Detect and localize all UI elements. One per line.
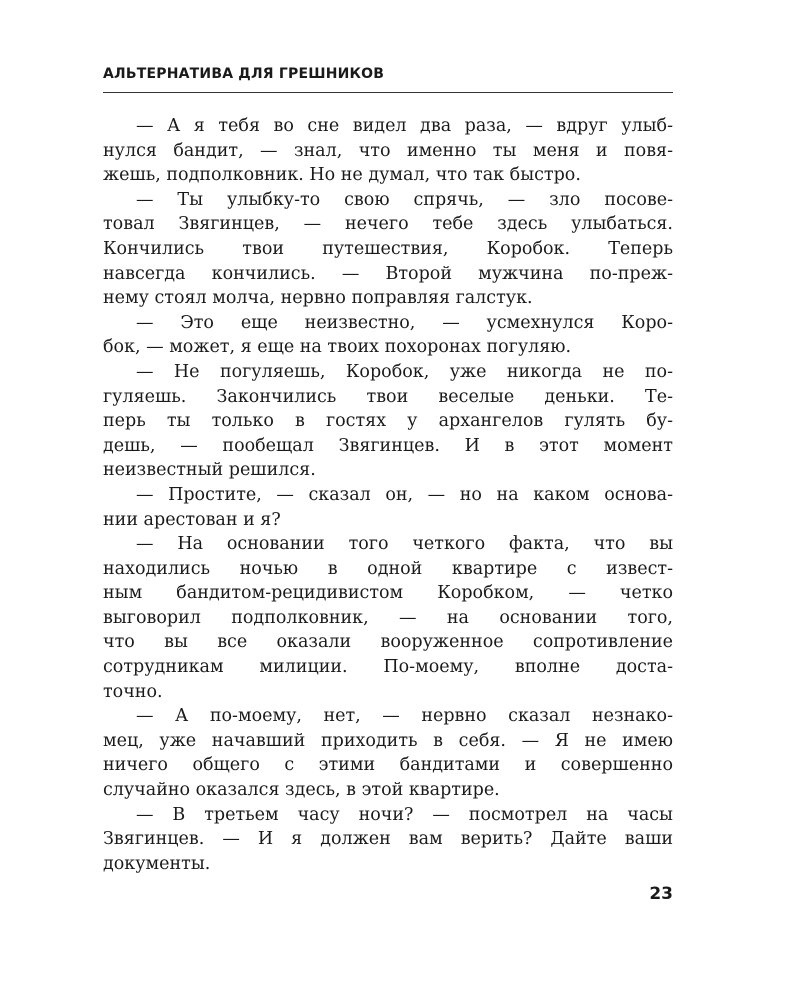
text-line: точно. — [103, 681, 163, 702]
text-line: — В третьем часу ночи? — посмотрел на часы — [136, 804, 673, 825]
text-line: Кончились твои путешествия, Коробок. Теперь — [103, 238, 673, 259]
text-line: нии арестован и я? — [103, 509, 281, 530]
text-line: — А по-моему, нет, — нервно сказал незнако- — [136, 706, 673, 727]
text-line: навсегда кончились. — Второй мужчина по-преж- — [103, 263, 673, 284]
text-line: неизвестный решился. — [103, 460, 316, 481]
text-line: жешь, подполковник. Но не думал, что так быстро. — [103, 165, 581, 186]
text-line: — На основании того четкого факта, что вы — [136, 534, 673, 555]
text-line: — Это еще неизвестно, — усмехнулся Коро- — [136, 312, 673, 333]
text-line: ным бандитом-рецидивистом Коробком, — четко — [103, 583, 673, 604]
text-line: случайно оказался здесь, в этой квартире. — [103, 780, 500, 801]
body-text — [103, 114, 673, 876]
text-line: — Ты улыбку-то свою спрячь, — зло посове- — [136, 189, 673, 210]
text-line: перь ты только в гостях у архангелов гулять бу- — [103, 411, 673, 432]
text-line: выговорил подполковник, — на основании того, — [103, 607, 673, 628]
text-line: — Простите, — сказал он, — но на каком основа- — [136, 484, 673, 505]
text-line: что вы все оказали вооруженное сопротивление — [103, 632, 673, 653]
text-line: — Не погуляешь, Коробок, уже никогда не по- — [136, 361, 673, 382]
text-line: дешь, — пообещал Звягинцев. И в этот момент — [103, 435, 673, 456]
text-line: гуляешь. Закончились твои веселые деньки. Те- — [103, 386, 673, 407]
header-rule — [103, 92, 673, 93]
text-line: мец, уже начавший приходить в себя. — Я не имею — [103, 730, 673, 751]
text-line: товал Звягинцев, — нечего тебе здесь улыбаться. — [103, 214, 673, 235]
running-head: АЛЬТЕРНАТИВА ДЛЯ ГРЕШНИКОВ — [103, 66, 385, 82]
text-line: Звягинцев. — И я должен вам верить? Дайте ваши — [103, 829, 673, 850]
text-line: нему стоял молча, нервно поправляя галстук. — [103, 288, 533, 309]
text-line: ничего общего с этими бандитами и совершенно — [103, 755, 673, 776]
text-line: находились ночью в одной квартире с извест- — [103, 558, 673, 579]
text-line: бок, — может, я еще на твоих похоронах погуляю. — [103, 337, 572, 358]
text-line: сотрудникам милиции. По-моему, вполне доста- — [103, 657, 673, 678]
text-line: — А я тебя во сне видел два раза, — вдруг улыб- — [136, 116, 673, 136]
text-line: нулся бандит, — знал, что именно ты меня и повя- — [103, 140, 673, 161]
text-line: документы. — [103, 853, 211, 874]
page-number: 23 — [649, 884, 673, 904]
